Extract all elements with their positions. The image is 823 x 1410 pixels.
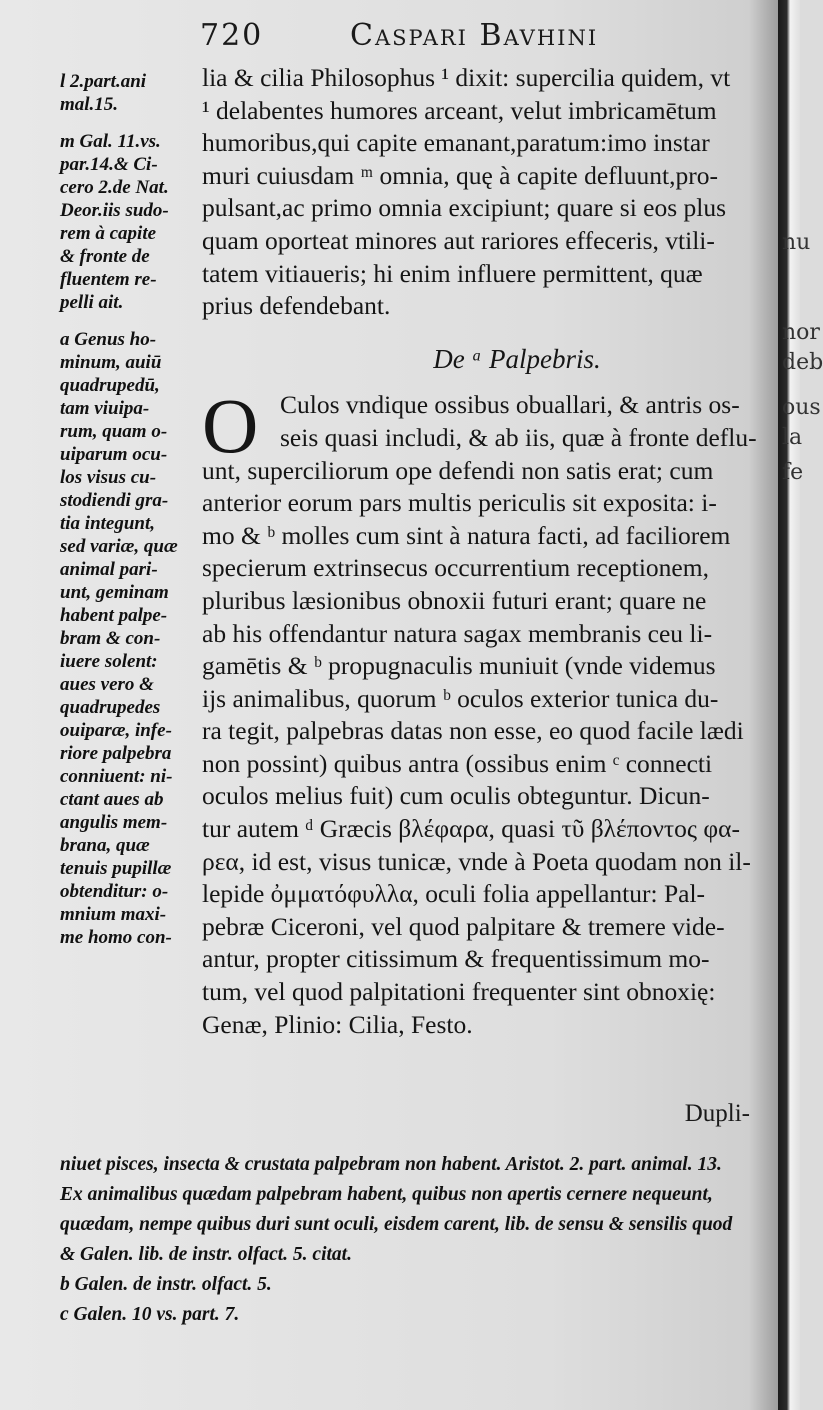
text-line: quam oporteat minores aut rariores effeceris, vtili-	[202, 225, 715, 255]
catchword: Dupli-	[684, 1100, 750, 1127]
section-title: De ᵃ Palpebris.	[433, 343, 601, 374]
edge-fragment: la	[782, 425, 803, 450]
footnote-line: Ex animalibus quædam palpebram habent, quibus non apertis cernere nequeunt,	[60, 1184, 713, 1205]
margin-notes	[60, 70, 200, 963]
text-line: seis quasi includi, & ab iis, quæ à fronte deflu-	[280, 422, 757, 452]
text-line: muri cuiusdam ᵐ omnia, quę à capite defluunt,pro-	[202, 160, 718, 190]
edge-fragment: deb	[782, 350, 823, 375]
text-line: tum, vel quod palpitationi frequenter sint obnoxię:	[202, 977, 716, 1007]
running-title: Caspari Bavhini	[350, 18, 599, 53]
text-line: unt, superciliorum ope defendi non satis erat; cum	[202, 455, 714, 485]
text-line: tatem vitiaueris; hi enim influere permittent, quæ	[202, 258, 703, 288]
text-line: ra tegit, palpebras datas non esse, eo quod facile lædi	[202, 716, 744, 746]
text-line: non possint) quibus antra (ossibus enim ᶜ connecti	[202, 748, 713, 778]
text-line: humoribus,qui capite emanant,paratum:imo instar	[202, 128, 710, 158]
text-line: antur, propter citissimum & frequentissimum mo-	[202, 944, 710, 974]
margin-note: m Gal. 11.vs. par.14.& Ci- cero 2.de Nat. Deor.iis sudo- rem à capite & fronte de fluentem re- pelli ait.	[60, 131, 169, 313]
text-line: pluribus læsionibus obnoxii futuri erant; quare ne	[202, 585, 707, 615]
footnote-line: b Galen. de instr. olfact. 5.	[60, 1274, 272, 1295]
text-line: pebræ Ciceroni, vel quod palpitare & tremere vide-	[202, 911, 725, 941]
edge-fragment: nu	[782, 230, 811, 255]
main-text	[202, 62, 772, 1041]
footnote-line: quædam, nempe quibus duri sunt oculi, eisdem carent, lib. de sensu & sensilis quod	[60, 1214, 733, 1235]
text-line: anterior eorum pars multis periculis sit exposita: i-	[202, 488, 717, 518]
text-line: ¹ delabentes humores arceant, velut imbricamētum	[202, 95, 717, 125]
margin-note: a Genus ho- minum, auiū quadrupedū, tam viuipa- rum, quam o- uiparum ocu- los visus cu- stodiendi gra- tia integunt, sed variæ, quæ animal pari- unt, geminam habent palpe- bram & con- iuere solent: aues vero & quadrupedes ouiparæ, infe- riore palpebra conniuent: ni- ctant aues ab angulis mem- brana, quæ tenuis pupillæ obtenditur: o- mnium maxi- me homo con-	[60, 329, 178, 948]
edge-fragment: fe	[782, 460, 804, 485]
footnote-line: & Galen. lib. de instr. olfact. 5. citat.	[60, 1244, 352, 1265]
footnote-line: c Galen. 10 vs. part. 7.	[60, 1304, 240, 1325]
text-line: gamētis & ᵇ propugnaculis muniuit (vnde videmus	[202, 651, 716, 681]
text-line: ρεα, id est, visus tunicæ, vnde à Poeta quodam non il-	[202, 846, 751, 876]
footnotes	[60, 1150, 770, 1330]
text-line: prius defendebant.	[202, 291, 391, 321]
text-line: tur autem ᵈ Græcis βλέφαρα, quasi τῦ βλέποντος φα-	[202, 814, 740, 844]
text-line: lia & cilia Philosophus ¹ dixit: supercilia quidem, vt	[202, 63, 731, 92]
margin-note: l 2.part.ani mal.15.	[60, 71, 147, 115]
edge-fragment: nor	[782, 320, 820, 345]
text-line: mo & ᵇ molles cum sint à natura facti, ad faciliorem	[202, 520, 731, 550]
running-head	[200, 18, 770, 58]
text-line: Culos vndique ossibus obuallari, & antris os-	[280, 390, 740, 420]
facing-page-edge	[778, 0, 823, 1410]
text-line: specierum extrinsecus occurrentium receptionem,	[202, 553, 709, 583]
paragraph-2	[202, 382, 772, 1041]
edge-fragment: ous	[782, 395, 821, 420]
text-line: ijs animalibus, quorum ᵇ oculos exterior tunica du-	[202, 683, 719, 713]
footnote-line: niuet pisces, insecta & crustata palpebram non habent. Aristot. 2. part. animal. 13.	[60, 1154, 722, 1175]
drop-cap: O	[202, 382, 259, 470]
paragraph-1	[202, 62, 772, 323]
text-line: Genæ, Plinio: Cilia, Festo.	[202, 1009, 473, 1039]
text-line: lepide ὀμματόφυλλα, oculi folia appellantur: Pal-	[202, 879, 706, 909]
page-number: 720	[200, 18, 264, 53]
text-line: oculos melius fuit) cum oculis obteguntur. Dicun-	[202, 781, 710, 811]
text-line: ab his offendantur natura sagax membranis ceu li-	[202, 618, 713, 648]
text-line: pulsant,ac primo omnia excipiunt; quare si eos plus	[202, 193, 727, 223]
